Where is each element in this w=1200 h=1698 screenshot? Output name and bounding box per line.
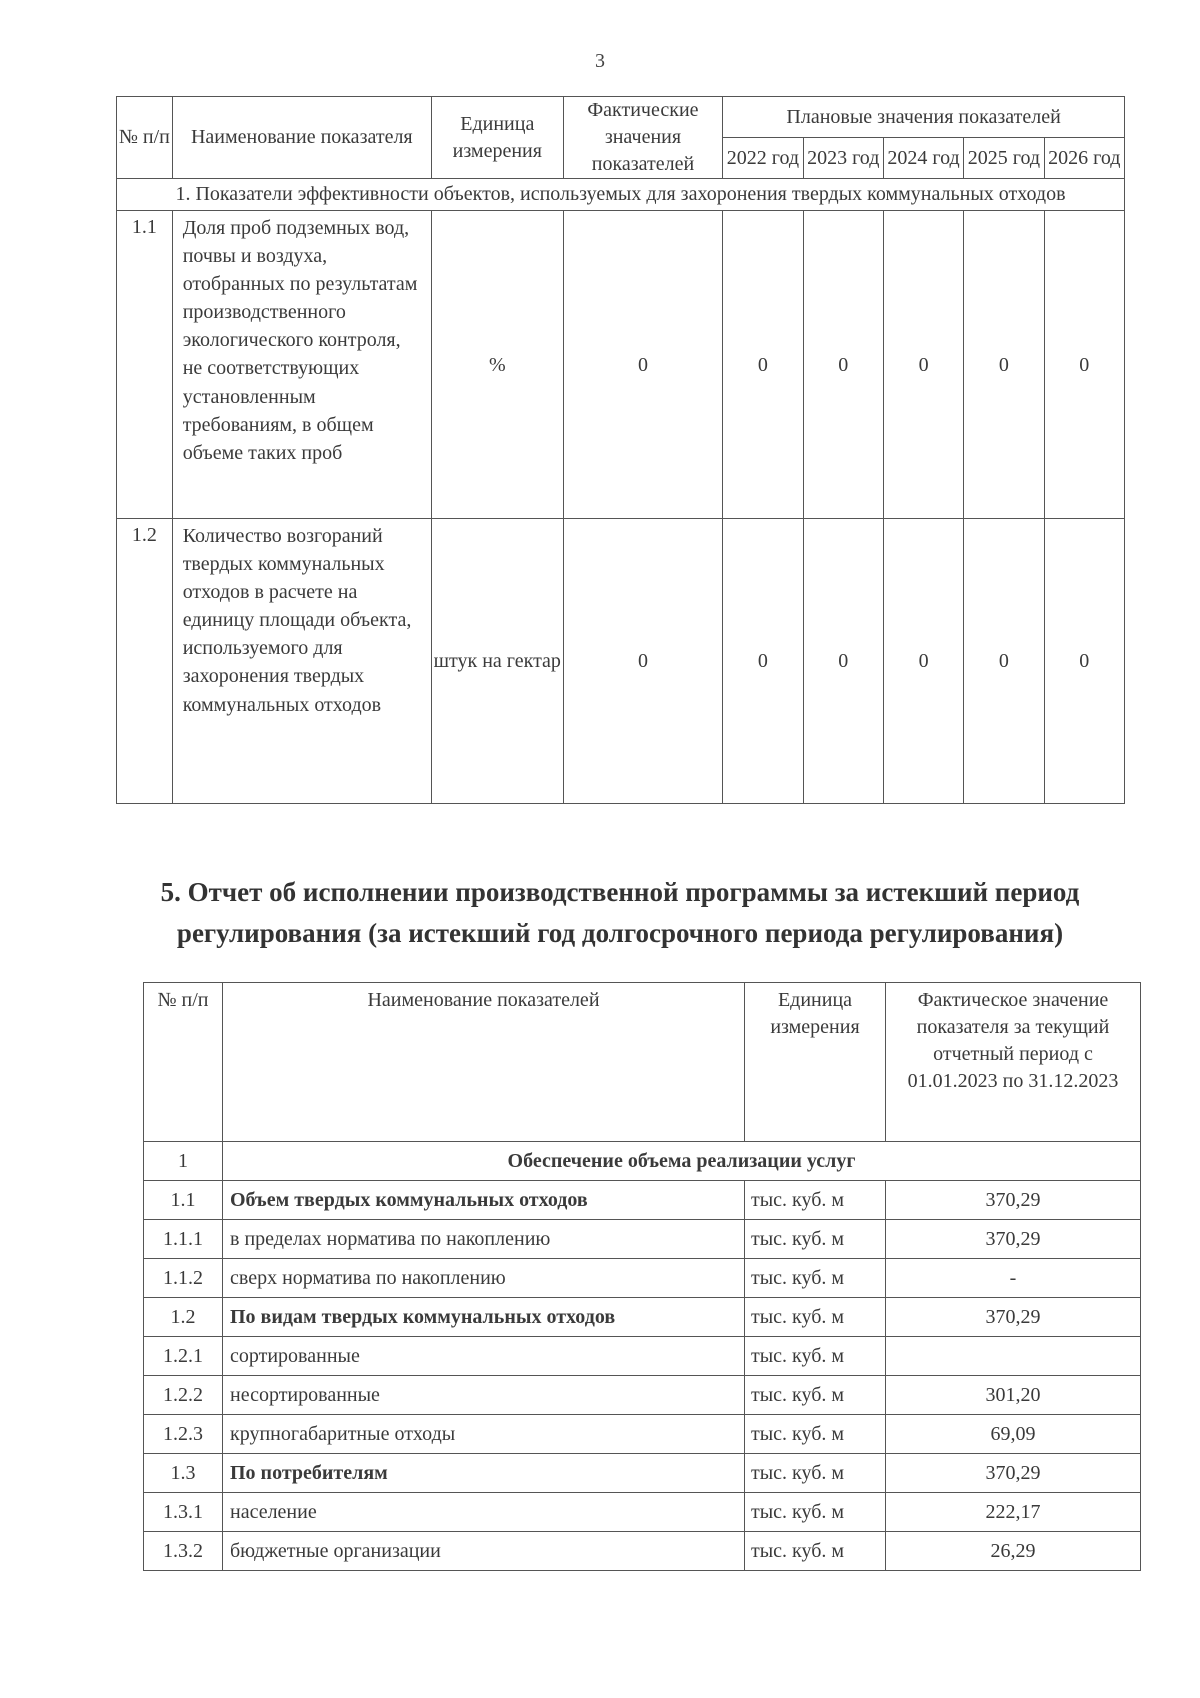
row-unit: тыс. куб. м xyxy=(745,1181,886,1220)
header-year: 2023 год xyxy=(803,138,883,179)
row-year-value: 0 xyxy=(883,211,963,519)
row-name: По видам твердых коммунальных отходов xyxy=(223,1298,745,1337)
row-name: бюджетные организации xyxy=(223,1532,745,1571)
row-num: 1.3.2 xyxy=(144,1532,223,1571)
section5-heading: 5. Отчет об исполнении производственной программы за истекший период регулирования (за истекший год долгосрочного периода регулирования) xyxy=(160,877,1080,948)
table-row xyxy=(117,211,1125,519)
row-num: 1.1.2 xyxy=(144,1259,223,1298)
header-value: Фактическое значение показателя за текущий отчетный период с 01.01.2023 по 31.12.2023 xyxy=(886,983,1141,1142)
row-num: 1.1 xyxy=(144,1181,223,1220)
header-num: № п/п xyxy=(144,983,223,1142)
table-row xyxy=(117,519,1125,804)
row-name: Количество возгораний твердых коммунальных отходов в расчете на единицу площади объекта, используемого для захоронения твердых коммунальных отходов xyxy=(172,519,431,804)
row-unit: тыс. куб. м xyxy=(745,1337,886,1376)
row-year-value: 0 xyxy=(1044,519,1124,804)
row-name: сверх норматива по накоплению xyxy=(223,1259,745,1298)
table-row xyxy=(144,1220,1141,1259)
row-value: 301,20 xyxy=(886,1376,1141,1415)
row-unit: % xyxy=(431,211,563,519)
header-year: 2024 год xyxy=(883,138,963,179)
row-value: 370,29 xyxy=(886,1298,1141,1337)
row-value: 26,29 xyxy=(886,1532,1141,1571)
row-name: крупногабаритные отходы xyxy=(223,1415,745,1454)
row-num: 1.2.1 xyxy=(144,1337,223,1376)
row-unit: тыс. куб. м xyxy=(745,1220,886,1259)
row-actual: 0 xyxy=(563,519,723,804)
header-planned: Плановые значения показателей xyxy=(723,97,1125,138)
table-row xyxy=(144,1376,1141,1415)
section-row xyxy=(144,1142,1141,1181)
row-value: - xyxy=(886,1259,1141,1298)
header-year: 2025 год xyxy=(964,138,1044,179)
table-row xyxy=(144,1259,1141,1298)
row-name: По потребителям xyxy=(223,1454,745,1493)
table-row xyxy=(144,1532,1141,1571)
row-num: 1.3 xyxy=(144,1454,223,1493)
row-year-value: 0 xyxy=(964,519,1044,804)
row-year-value: 0 xyxy=(964,211,1044,519)
row-year-value: 0 xyxy=(803,211,883,519)
efficiency-indicators-table xyxy=(116,96,1125,804)
row-unit: тыс. куб. м xyxy=(745,1259,886,1298)
row-value: 69,09 xyxy=(886,1415,1141,1454)
row-actual: 0 xyxy=(563,211,723,519)
row-year-value: 0 xyxy=(1044,211,1124,519)
row-name: сортированные xyxy=(223,1337,745,1376)
table-row xyxy=(144,1493,1141,1532)
header-year: 2022 год xyxy=(723,138,803,179)
row-name: население xyxy=(223,1493,745,1532)
header-num: № п/п xyxy=(117,97,173,179)
program-report-table xyxy=(143,982,1141,1571)
row-year-value: 0 xyxy=(723,519,803,804)
row-value: 370,29 xyxy=(886,1454,1141,1493)
row-name: в пределах норматива по накоплению xyxy=(223,1220,745,1259)
row-num: 1.2.2 xyxy=(144,1376,223,1415)
row-num: 1.1.1 xyxy=(144,1220,223,1259)
row-year-value: 0 xyxy=(723,211,803,519)
row-unit: тыс. куб. м xyxy=(745,1376,886,1415)
row-num: 1.2.3 xyxy=(144,1415,223,1454)
row-num: 1.2 xyxy=(144,1298,223,1337)
page-number: 3 xyxy=(595,50,605,72)
table-row xyxy=(144,1454,1141,1493)
row-name: Доля проб подземных вод, почвы и воздуха, отобранных по результатам производственного экологического контроля, не соответствующих установленным требованиям, в общем объеме таких проб xyxy=(172,211,431,519)
header-actual: Фактические значения показателей xyxy=(563,97,723,179)
section-title: 1. Показатели эффективности объектов, используемых для захоронения твердых коммунальных отходов xyxy=(117,179,1125,211)
row-unit: штук на гектар xyxy=(431,519,563,804)
header-name: Наименование показателя xyxy=(172,97,431,179)
row-value: 370,29 xyxy=(886,1181,1141,1220)
table-row xyxy=(144,1181,1141,1220)
row-unit: тыс. куб. м xyxy=(745,1493,886,1532)
row-num: 1.3.1 xyxy=(144,1493,223,1532)
row-name: несортированные xyxy=(223,1376,745,1415)
row-unit: тыс. куб. м xyxy=(745,1415,886,1454)
table-row xyxy=(144,1298,1141,1337)
row-num: 1.2 xyxy=(117,519,173,804)
row-name: Объем твердых коммунальных отходов xyxy=(223,1181,745,1220)
table-row xyxy=(144,1415,1141,1454)
table-row xyxy=(144,1337,1141,1376)
row-num: 1.1 xyxy=(117,211,173,519)
header-year: 2026 год xyxy=(1044,138,1124,179)
header-unit: Единица измерения xyxy=(745,983,886,1142)
row-value: 222,17 xyxy=(886,1493,1141,1532)
row-year-value: 0 xyxy=(803,519,883,804)
row-value: 370,29 xyxy=(886,1220,1141,1259)
row-year-value: 0 xyxy=(883,519,963,804)
row-unit: тыс. куб. м xyxy=(745,1532,886,1571)
row-value xyxy=(886,1337,1141,1376)
row-unit: тыс. куб. м xyxy=(745,1454,886,1493)
row-num: 1 xyxy=(144,1142,223,1181)
header-unit: Единица измерения xyxy=(431,97,563,179)
section-title: Обеспечение объема реализации услуг xyxy=(223,1142,1141,1181)
row-unit: тыс. куб. м xyxy=(745,1298,886,1337)
header-name: Наименование показателей xyxy=(223,983,745,1142)
